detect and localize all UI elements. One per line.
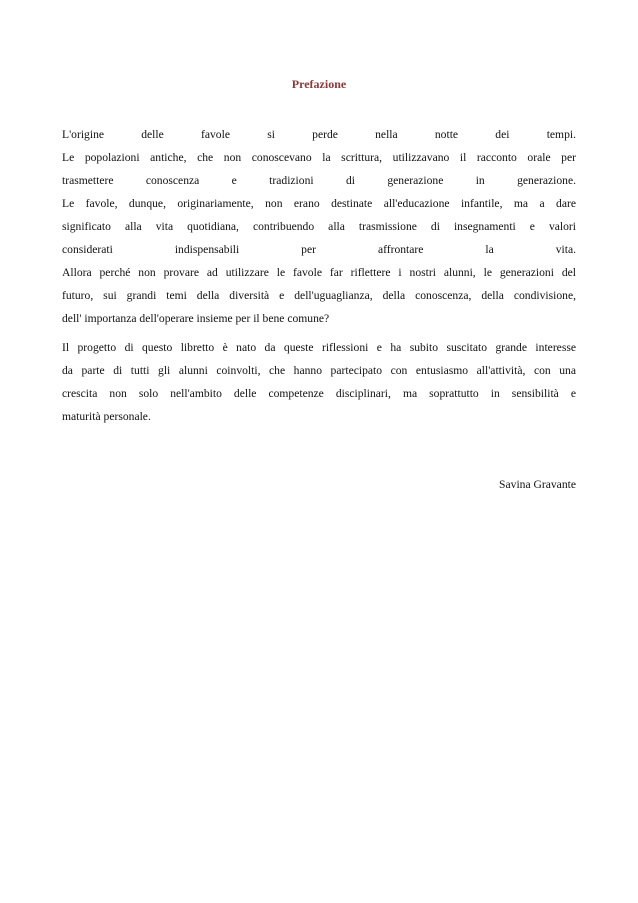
page-title: Prefazione [291, 77, 347, 91]
paragraph-1 [62, 123, 576, 330]
text-line: Il progetto di questo libretto è nato da queste riflessioni e ha subito suscitato grande interesse [62, 341, 576, 354]
text-line: crescita non solo nell'ambito delle competenze disciplinari, ma soprattutto in sensibilità e [62, 387, 576, 400]
text-line: da parte di tutti gli alunni coinvolti, che hanno partecipato con entusiasmo all'attività, con una [62, 364, 576, 377]
paragraph-2 [62, 336, 576, 428]
text-line: Le popolazioni antiche, che non conoscevano la scrittura, utilizzavano il racconto orale per [62, 151, 576, 164]
text-line: significato alla vita quotidiana, contribuendo alla trasmissione di insegnamenti e valori [62, 220, 576, 233]
text-line: Le favole, dunque, originariamente, non erano destinate all'educazione infantile, ma a dare [62, 197, 576, 210]
text-line: L'origine delle favole si perde nella notte dei tempi. [62, 128, 576, 141]
text-line: futuro, sui grandi temi della diversità e dell'uguaglianza, della conoscenza, della condivisione, [62, 289, 576, 302]
text-line: dell' importanza dell'operare insieme per il bene comune? [62, 312, 330, 325]
body-text [62, 123, 576, 428]
text-line: considerati indispensabili per affrontare la vita. [62, 243, 576, 256]
text-line: maturità personale. [62, 410, 151, 423]
text-line: trasmettere conoscenza e tradizioni di generazione in generazione. [62, 174, 576, 187]
signature: Savina Gravante [499, 478, 576, 491]
text-line: Allora perché non provare ad utilizzare le favole far riflettere i nostri alunni, le generazioni del [62, 266, 576, 279]
